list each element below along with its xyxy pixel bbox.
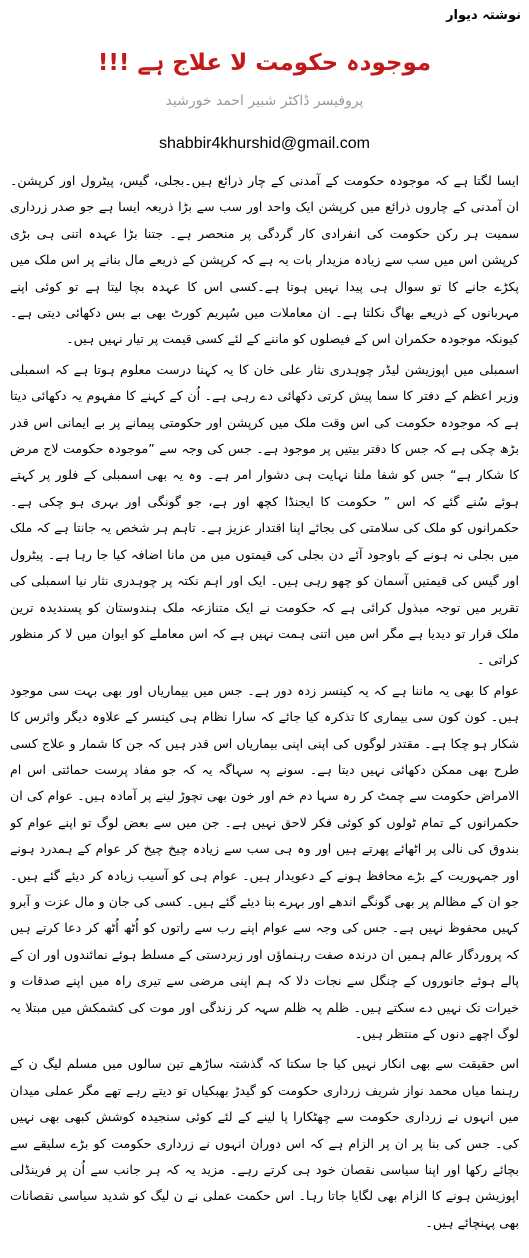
paragraph-3: عوام کا بھی یہ ماننا ہے کہ یہ کینسر زدہ دور ہے۔ جس میں بیماریاں اور بھی بہت سی موجود ہیں۔ کون کون سی بیماری کا تذکرہ کیا جائے کہ سارا نظام ہی کینسر کے علاوہ دیگر وائرس کا شکار ہو چکا ہے۔ مقتدر لوگوں کی اپنی اپنی بیماریاں اس قدر ہیں کہ جن کا شمار و علاج کسی طرح بھی ممکن دکھائی نہیں دیتا ہے۔ سونے پہ سہاگہ یہ کہ جو مفاد پرست حمائتی اس ام الامراض حکومت سے چمٹ کر رہ سہا دم خم اور خون بھی نچوڑ لینے پر آمادہ ہیں۔ عوام کی ان حکمرانوں کے تمام ٹولوں کو کوئی فکر لاحق نہیں ہے۔ جن میں سے بعض لوگ تو اپنے عوام کو بندوق کی نالی پر اٹھائے پھرتے ہیں اور وہ ہی سب سے زیادہ چیخ چیخ کر عوام کے ہمدرد ہونے اور جمہوریت کے بڑے محافظ ہونے کے دعویدار ہیں۔ عوام ہی کو آسیب زیادہ کر دیئے گئے ہیں۔ جو ان کے مظالم پر بھی گونگے اندھے اور بہرے بنا دیئے گئے ہیں۔ کسی کی جان و مال عزت و آبرو کہیں محفوظ نہیں ہے۔ جس کی وجہ سے عوام اپنے رب سے راتوں کو اُٹھ اُٹھ کر دعا کرتے ہیں کہ پروردگار عالم ہمیں ان درندہ صفت رہنماؤں اور زبردستی کے مسلط ہوئے نمائندوں اور ان کے پالے ہوئے جانوروں کے چنگل سے نجات دلا کہ ہم اپنی مرضی سے تیری راہ میں اپنے صدقات و خیرات تک نہیں دے سکتے ہیں۔ ظلم پہ ظلم سہہ کر زندگی اور موت کی کشمکش میں مبتلا یہ لوگ اچھے دنوں کے منتظر ہیں۔ (10, 682, 519, 1041)
author-byline: پروفیسر ڈاکٹر شبیر احمد خورشید (165, 93, 364, 109)
paragraph-2: اسمبلی میں اپوزیشن لیڈر چوہدری نثار علی خان کا یہ کہنا درست معلوم ہوتا ہے کہ اسمبلی وزیر اعظم کے دفتر کا سما پیش کرتی دکھائی دے رہی ہے۔ اُن کے کہنے کا مفہوم یہ دکھائی دیتا ہے کہ موجودہ حکومت کی اس وقت ملک میں کرپشن اور حکومتی پیمانے پر بے ایمانی اس قدر بڑھ چکی ہے کہ جس کا دفتر بیتیں پر موجود ہے۔ جس کی وجہ سے ”موجودہ حکومت لاج مرض کا شکار ہے“ جس کو شفا ملنا نہایت ہی دشوار امر ہے۔ وہ یہ بھی اسمبلی کے فلور پر کہتے ہوئے سُنے گئے کہ اس ” حکومت کا ایجنڈا کچھ اور ہے، جو گونگی اور بہری ہو چکی ہے۔ حکمرانوں کو ملک کی سلامتی کی بجائے اپنا اقتدار عزیز ہے۔ تاہم ہر شخص یہ جانتا ہے کہ ملک میں بجلی نہ ہونے کے باوجود آئے دن بجلی کی قیمتوں میں من مانا اضافہ کیا جا رہا ہے۔ پیٹرول اور گیس کی قیمتیں آسمان کو چھو رہی ہیں۔ ایک اور اہم نکتہ پر چوہدری نثار نیا اسمبلی کی تقریر میں توجہ مبذول کرائی ہے کہ حکومت نے ایک متنازعہ ملک ہندوستان کو پسندیدہ ترین ملک قرار تو دیدیا ہے مگر اس میں اتنی ہمت نہیں ہے کہ اس معاملے کو ایوان میں لا کر منظور کراتی ۔ (10, 361, 519, 668)
column-name: نوشتہ دیوار (446, 8, 521, 23)
article-body (10, 168, 519, 1254)
article-title: موجودہ حکومت لا علاج ہے !!! (97, 50, 432, 76)
paragraph-1: ایسا لگتا ہے کہ موجودہ حکومت کے آمدنی کے چار ذرائع ہیں۔بجلی، گیس، پیٹرول اور کرپشن۔ ان آمدنی کے چاروں ذرائع میں کرپشن ایک واحد اور سب سے بڑا ذریعہ ایسا ہے جو صدر زرداری سمیت ہر رکن حکومت کی انفرادی کار گردگی پر منحصر ہے۔ جتنا بڑا عہدہ اتنی ہی بڑی کرپشن اس میں سب سے زیادہ مزیدار بات یہ ہے کہ کرپشن کے ذریعے مال بنانے پر اس ملک میں پکڑے جانے کا تو سوال ہی پیدا نہیں ہوتا ہے۔کسی اس کا عہدہ بچا لیتا ہے تو کوئی اپنے مہربانوں کے ذریعے بھاگ نکلتا ہے۔ ان معاملات میں سُپریم کورٹ بھی بے بس دکھائی دیتی ہے۔ کیونکہ موجودہ حکمران اس کے فیصلوں کو ماننے کے لئے کسی قیمت پر تیار نہیں ہیں۔ (10, 173, 519, 347)
author-email: shabbir4khurshid@gmail.com (159, 135, 370, 152)
paragraph-4: اس حقیقت سے بھی انکار نہیں کیا جا سکتا کہ گذشتہ ساڑھے تین سالوں میں مسلم لیگ ن کے رہنما میاں محمد نواز شریف زرداری حکومت کو گیدڑ بھبکیاں تو دیتے رہے تھے مگر عملی میدان میں انہوں نے زرداری حکومت سے چھٹکارا پا لینے کے لئے کوئی سنجیدہ کوشش کبھی بھی نہیں کی۔ جس کی بنا پر ان پر الزام ہے کہ اس دوران انہوں نے زرداری حکومت کو بڑے سلیقے سے بچائے رکھا اور اپنا سیاسی نقصان خود ہی کرتے رہے۔ مزید یہ کہ ہر جانب سے اُن پر فرینڈلی اپوزیشن ہونے کا الزام بھی لگایا جاتا رہا۔ اس حکمت عملی نے ن لیگ کو شدید سیاسی نقصانات بھی پہنچائے ہیں۔ (10, 1056, 519, 1230)
